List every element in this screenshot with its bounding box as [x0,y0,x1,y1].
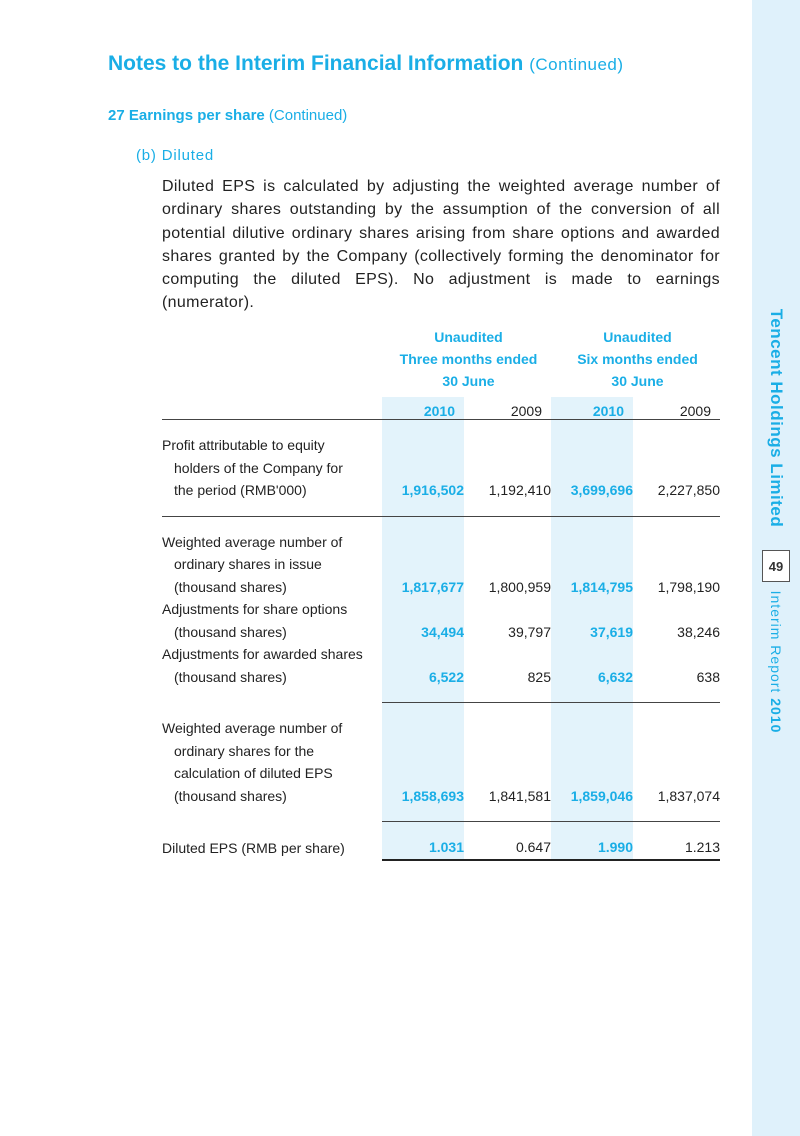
table-row [162,531,720,599]
table-cell: 37,619 [551,598,633,643]
table-cell: 1.031 [382,836,464,860]
table-cell: 1,837,074 [657,787,720,804]
report-year: 2010 [768,698,784,734]
table-row-total [162,836,720,860]
year-header-cell: 2009 [633,397,720,420]
row-label-line: (thousand shares) [174,668,287,685]
table-cell: 34,494 [382,598,464,643]
group-header-line: 30 June [611,373,664,389]
table-cell: 1,192,410 [488,482,551,498]
table-cell: 1,858,693 [382,717,464,807]
group-header-line: Unaudited [434,329,503,345]
table-cell: 1,814,795 [551,531,633,599]
row-label [162,717,382,807]
row-label-line: (thousand shares) [174,578,287,595]
table-cell: 1,916,502 [382,434,464,502]
table-cell: 1,798,190 [657,578,720,595]
row-label-line: (thousand shares) [174,787,287,804]
row-label [162,434,382,502]
table-row [162,717,720,807]
group-header-line: 30 June [442,373,495,389]
table-cell: 1,859,046 [551,717,633,807]
table-cell: 38,246 [677,623,720,640]
row-label-line: ordinary shares in issue [174,556,322,572]
table-cell: 0.647 [464,836,551,860]
section-heading [108,107,347,124]
eps-table [162,397,720,861]
row-label-line: Adjustments for awarded shares [162,646,363,662]
year-header-cell: 2010 [551,397,633,420]
table-row [162,643,720,688]
sidebar-report-name [768,591,784,734]
page-title-continued: (Continued) [529,55,624,74]
row-label-line: (thousand shares) [174,623,287,640]
row-label-line: Weighted average number of [162,533,343,550]
table-cell: 1,841,581 [488,787,551,804]
table-cell: 6,632 [551,643,633,688]
table-cell: 39,797 [508,623,551,640]
table-cell: 3,699,696 [551,434,633,502]
table-cell: 2,227,850 [657,482,720,498]
table-cell: 638 [696,668,720,685]
sidebar-company-name: Tencent Holdings Limited [767,308,786,528]
section-name: Earnings per share [128,107,265,124]
body-paragraph: Diluted EPS is calculated by adjusting the weighted average number of ordinary shares outstanding by the assumption of the conversion of all potential dilutive ordinary shares arising from share options and awarded shares granted by the Company (collectively forming the denominator for computing the diluted EPS). No adjustment is made to earnings (numerator). [162,178,720,312]
group-header-line: Three months ended [399,351,538,367]
group-header-line: Unaudited [603,329,672,345]
table-cell: 1.213 [633,836,720,860]
row-label-line: ordinary shares for the [174,742,315,759]
table-row [162,598,720,643]
row-label-line: Profit attributable to equity [162,437,325,453]
row-label [162,643,382,688]
page-title [108,52,624,76]
table-cell: 1,817,677 [382,531,464,599]
table-cell: 825 [527,668,551,685]
row-label [162,836,382,860]
page-title-main: Notes to the Interim Financial Information [108,52,524,75]
table-cell: 6,522 [382,643,464,688]
year-header-cell: 2009 [464,397,551,420]
row-label [162,598,382,643]
row-label-line: Weighted average number of [162,720,343,736]
table-row [162,434,720,502]
page-number: 49 [762,550,790,582]
table-cell: 1.990 [551,836,633,860]
row-label-line: holders of the Company for [174,459,343,476]
section-number: 27 [108,107,125,124]
year-header-row [162,397,720,420]
row-label-line: the period (RMB'000) [174,482,307,498]
row-label [162,531,382,599]
year-header-cell: 2010 [382,397,464,420]
table-cell: 1,800,959 [488,578,551,595]
row-label-line: Diluted EPS (RMB per share) [162,840,345,856]
section-continued: (Continued) [268,107,348,124]
subsection-heading: (b) Diluted [136,147,214,164]
row-label-line: calculation of diluted EPS [174,765,333,781]
column-group-header-six-months [553,326,722,392]
report-name: Interim Report [768,590,784,694]
column-group-header-three-months [384,326,553,392]
group-header-line: Six months ended [577,351,698,367]
year-header-blank [162,397,382,420]
row-label-line: Adjustments for share options [162,601,348,617]
